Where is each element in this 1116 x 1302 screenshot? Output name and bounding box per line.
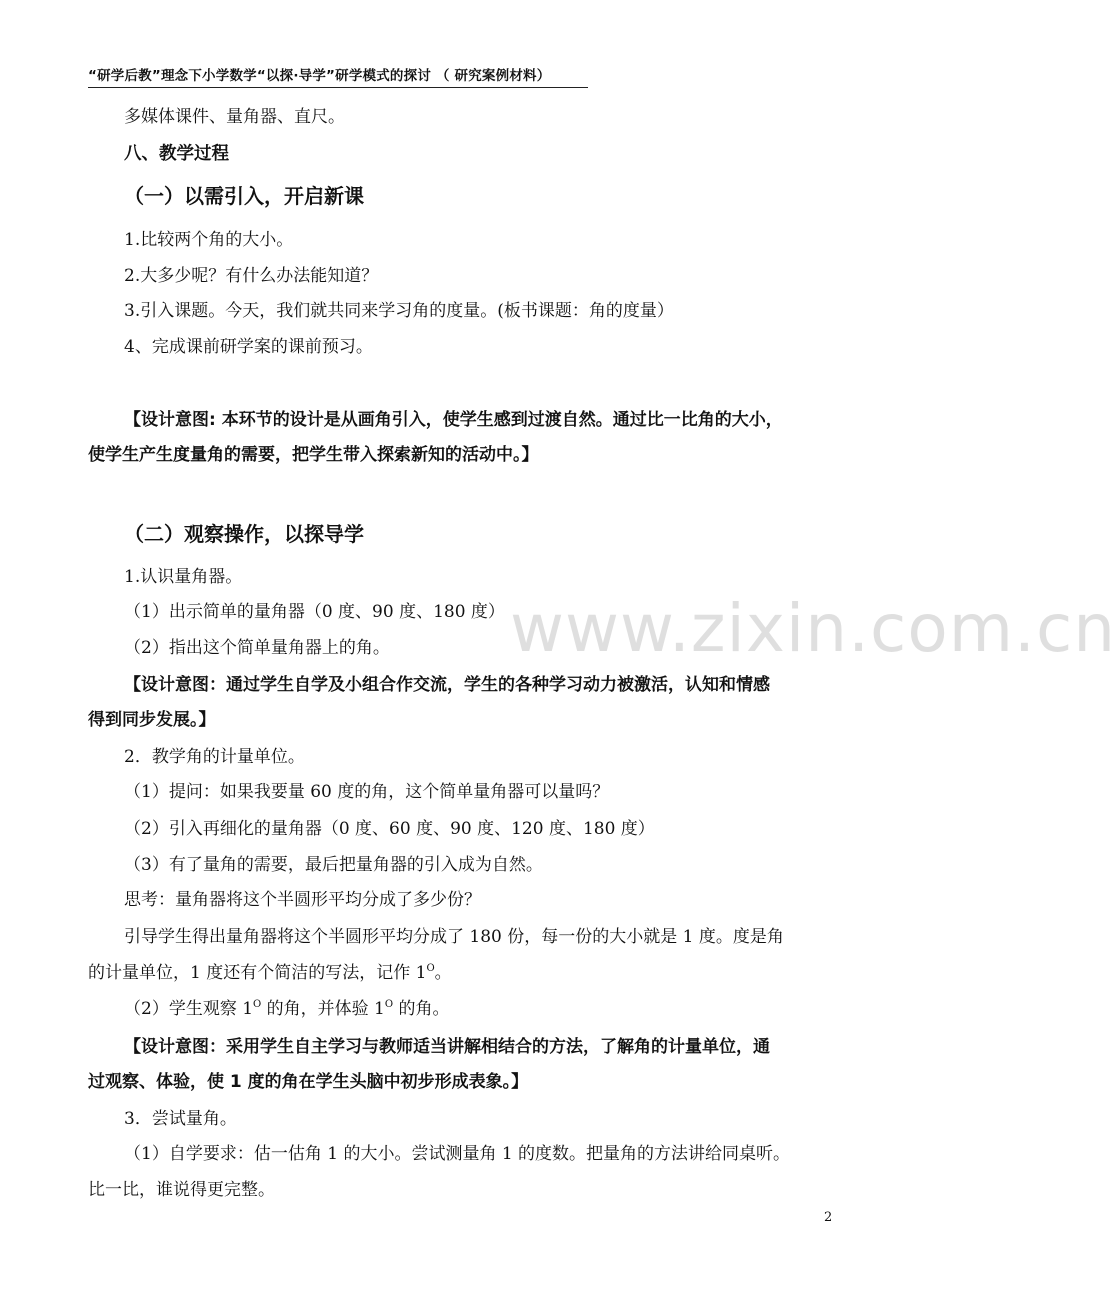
thinking-question: 思考：量角器将这个半圆形平均分成了多少份？ [124,890,481,910]
guidance-line-2-end: 。 [434,963,452,983]
self-study-line-2: 比一比，谁说得更完整。 [88,1180,275,1200]
item-know-protractor: 1.认识量角器。 [124,567,243,587]
item-try-measure: 3．尝试量角。 [124,1109,237,1129]
design-intent-1-line-2: 使学生产生度量角的需要，把学生带入探索新知的活动中。】 [88,445,539,465]
degree-sign: O [384,999,394,1010]
guidance-line-2-text: 的计量单位，1 度还有个简洁的写法，记作 1 [88,963,427,983]
self-study-line-1: （1）自学要求：估一估角 1 的大小。尝试测量角 1 的度数。把量角的方法讲给同桌听。 [124,1144,791,1164]
observe-text-c: 的角。 [393,999,450,1019]
guidance-line-1: 引导学生得出量角器将这个半圆形平均分成了 180 份，每一份的大小就是 1 度。度是角 [124,927,784,947]
materials-line: 多媒体课件、量角器、直尺。 [124,107,345,127]
item-refined-protractor: （2）引入再细化的量角器（0 度、60 度、90 度、120 度、180 度） [124,819,655,839]
section-heading-teaching-process: 八、教学过程 [124,144,229,164]
design-intent-3-line-1: 【设计意图：采用学生自主学习与教师适当讲解相结合的方法，了解角的计量单位，通 [124,1037,770,1057]
item-need: （3）有了量角的需要，最后把量角器的引入成为自然。 [124,855,543,875]
step-1: 1.比较两个角的大小。 [124,230,294,250]
observe-text-b: 的角，并体验 1 [261,999,385,1019]
item-question: （1）提问：如果我要量 60 度的角，这个简单量角器可以量吗？ [124,782,610,802]
design-intent-2-line-1: 【设计意图：通过学生自学及小组合作交流，学生的各种学习动力被激活，认知和情感 [124,675,770,695]
design-intent-2-line-2: 得到同步发展。】 [88,710,216,730]
degree-sign: O [426,963,435,974]
guidance-line-2 [88,965,452,982]
subsection-heading-1: （一）以需引入，开启新课 [124,184,364,208]
watermark: www.zixin.com.cn [510,590,1116,667]
page-header: “研学后教”理念下小学数学“以探·导学”研学模式的探讨 （ 研究案例材料） [88,64,588,88]
item-observe-degree [124,1001,449,1018]
design-intent-1-line-1: 【设计意图: 本环节的设计是从画角引入，使学生感到过渡自然。通过比一比角的大小， [124,410,783,430]
item-angle-unit: 2．教学角的计量单位。 [124,747,305,767]
item-point-angles: （2）指出这个简单量角器上的角。 [124,638,390,658]
step-3: 3.引入课题。今天，我们就共同来学习角的度量。(板书课题：角的度量） [124,301,674,321]
page-number: 2 [824,1210,833,1225]
observe-text-a: （2）学生观察 1 [124,999,254,1019]
step-4: 4、完成课前研学案的课前预习。 [124,337,373,357]
design-intent-3-line-2: 过观察、体验，使 1 度的角在学生头脑中初步形成表象。】 [88,1072,529,1092]
item-show-simple-protractor: （1）出示简单的量角器（0 度、90 度、180 度） [124,602,505,622]
subsection-heading-2: （二）观察操作，以探导学 [124,522,364,546]
degree-sign: O [253,999,262,1010]
step-2: 2.大多少呢？有什么办法能知道？ [124,266,379,286]
